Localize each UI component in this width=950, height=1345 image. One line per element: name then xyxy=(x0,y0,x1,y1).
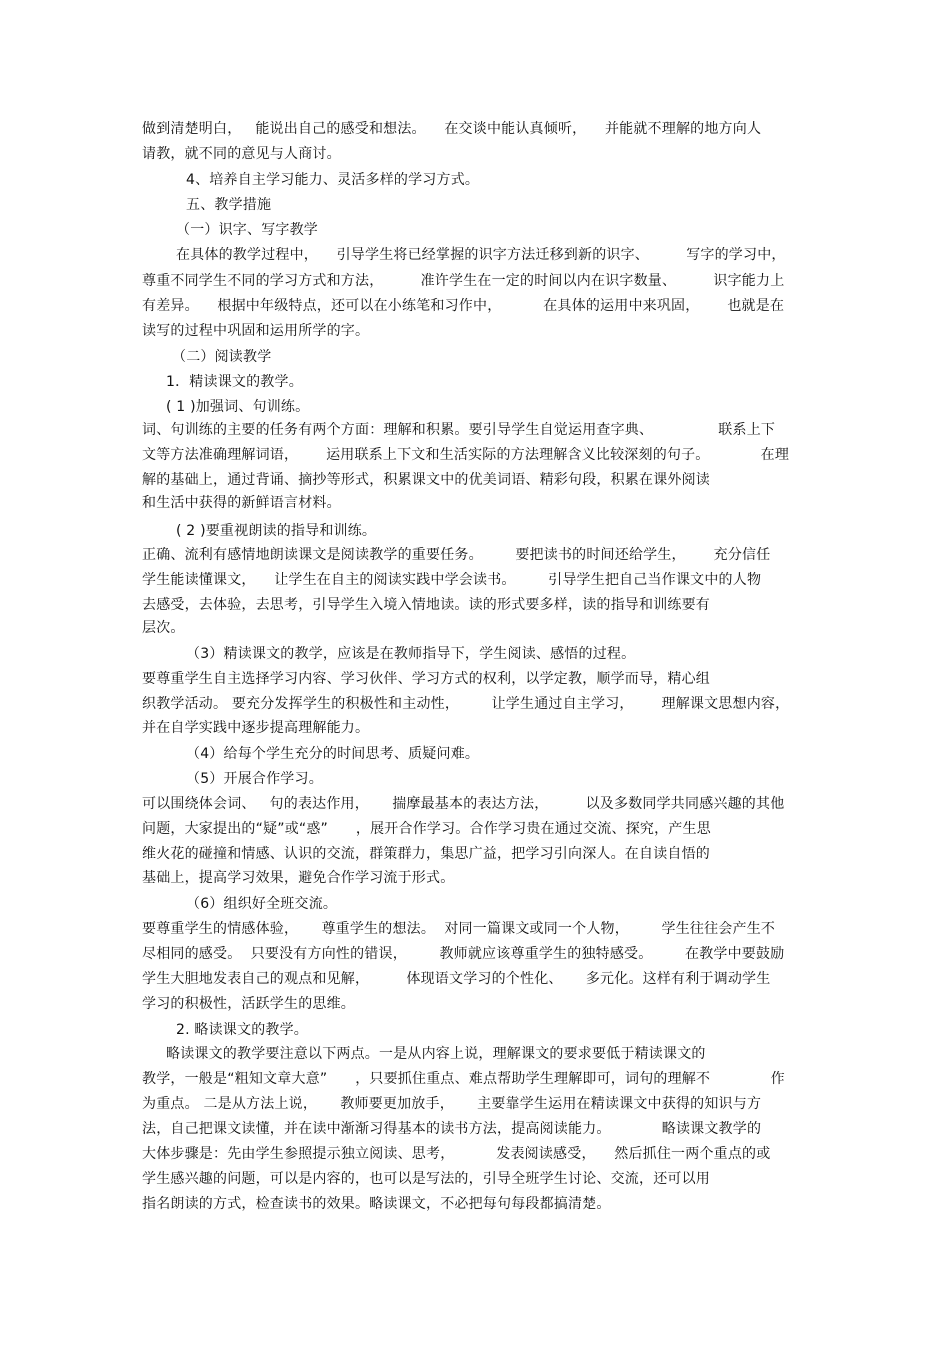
text-line: 维火花的碰撞和情感、认识的交流，群策群力，集思广益，把学习引向深人。在自读自悟的 xyxy=(142,846,710,862)
list-item-heading: （4）给每个学生充分的时间思考、质疑问难。 xyxy=(186,746,480,762)
text-line: 为重点。 二是从方法上说， 教师要更加放手， 主要靠学生运用在精读课文中获得的知识与方 xyxy=(142,1096,762,1112)
section-heading: 五、教学措施 xyxy=(186,197,272,213)
list-item-heading: 1．精读课文的教学。 xyxy=(166,374,303,390)
text-line: 学生能读懂课文， 让学生在自主的阅读实践中学会读书。 引导学生把自己当作课文中的人物 xyxy=(142,572,762,588)
text-line: 尊重不同学生不同的学习方式和方法， 准许学生在一定的时间以内在识字数量、 识字能力上 xyxy=(142,273,785,289)
text-line: 并在自学实践中逐步提高理解能力。 xyxy=(142,720,370,736)
text-line: 要尊重学生的情感体验， 尊重学生的想法。 对同一篇课文或同一个人物， 学生往往会产生不 xyxy=(142,921,776,937)
text-line: 学生感兴趣的问题，可以是内容的，也可以是写法的，引导全班学生讨论、交流，还可以用 xyxy=(142,1171,710,1187)
text-line: 词、句训练的主要的任务有两个方面：理解和积累。要引导学生自觉运用查字典、 联系上下 xyxy=(142,422,776,438)
text-line: 解的基础上，通过背诵、摘抄等形式，积累课文中的优美词语、精彩句段，积累在课外阅读 xyxy=(142,472,710,488)
text-line: 教学，一般是“粗知文章大意” ，只要抓住重点、难点帮助学生理解即可，词句的理解不 作 xyxy=(142,1071,785,1087)
text-line: 大体步骤是：先由学生参照提示独立阅读、思考， 发表阅读感受， 然后抓住一两个重点的或 xyxy=(142,1146,771,1162)
text-line: 可以围绕体会词、 句的表达作用， 揣摩最基本的表达方法， 以及多数同学共同感兴趣的其他 xyxy=(142,796,785,812)
text-line: 文等方法准确理解词语， 运用联系上下文和生活实际的方法理解含义比较深刻的句子。 在理 xyxy=(142,447,790,463)
text-line: 层次。 xyxy=(142,620,185,636)
list-item-heading: （5）开展合作学习。 xyxy=(186,771,323,787)
list-item-heading: ( 1 )加强词、句训练。 xyxy=(166,399,310,415)
list-item-heading: ( 2 )要重视朗读的指导和训练。 xyxy=(176,523,377,539)
text-line: 有差异。 根据中年级特点，还可以在小练笔和习作中， 在具体的运用中来巩固， 也就是在 xyxy=(142,298,785,314)
text-line: 在具体的教学过程中， 引导学生将已经掌握的识字方法迁移到新的识字、 写字的学习中， xyxy=(176,247,786,263)
text-line: 要尊重学生自主选择学习内容、学习伙伴、学习方式的权利，以学定教，顺学而导，精心组 xyxy=(142,671,710,687)
text-line: 指名朗读的方式，检查读书的效果。略读课文，不必把每句每段都搞清楚。 xyxy=(142,1196,611,1212)
text-line: 尽相同的感受。 只要没有方向性的错误， 教师就应该尊重学生的独特感受。 在教学中要鼓励 xyxy=(142,946,785,962)
text-line: 读写的过程中巩固和运用所学的字。 xyxy=(142,323,370,339)
list-item-heading: 4、培养自主学习能力、灵活多样的学习方式。 xyxy=(186,172,480,188)
text-line: 问题，大家提出的“疑”或“惑” ，展开合作学习。合作学习贵在通过交流、探究，产生思 xyxy=(142,821,711,837)
list-item-heading: （3）精读课文的教学，应该是在教师指导下，学生阅读、感悟的过程。 xyxy=(186,646,636,662)
text-line: 去感受，去体验，去思考，引导学生入境入情地读。读的形式要多样，读的指导和训练要有 xyxy=(142,597,710,613)
text-line: 学生大胆地发表自己的观点和见解， 体现语文学习的个性化、 多元化。这样有利于调动学生 xyxy=(142,971,771,987)
text-line: 略读课文的教学要注意以下两点。一是从内容上说，理解课文的要求要低于精读课文的 xyxy=(166,1046,706,1062)
subsection-heading: （二）阅读教学 xyxy=(172,349,272,365)
text-line: 和生活中获得的新鲜语言材料。 xyxy=(142,495,341,511)
list-item-heading: （6）组织好全班交流。 xyxy=(186,896,338,912)
subsection-heading: （一）识字、写字教学 xyxy=(176,222,318,238)
text-line: 法，自己把课文读懂，并在读中渐渐习得基本的读书方法，提高阅读能力。 略读课文教学的 xyxy=(142,1121,762,1137)
text-line: 学习的积极性，活跃学生的思维。 xyxy=(142,996,355,1012)
text-line: 正确、流利有感情地朗读课文是阅读教学的重要任务。 要把读书的时间还给学生， 充分信任 xyxy=(142,547,771,563)
list-item-heading: 2. 略读课文的教学。 xyxy=(176,1022,309,1038)
text-line: 请教，就不同的意见与人商讨。 xyxy=(142,146,341,162)
text-line: 织教学活动。 要充分发挥学生的积极性和主动性， 让学生通过自主学习， 理解课文思想内容， xyxy=(142,696,790,712)
text-line: 做到清楚明白， 能说出自己的感受和想法。 在交谈中能认真倾听， 并能就不理解的地方向人 xyxy=(142,121,762,137)
text-line: 基础上，提高学习效果，避免合作学习流于形式。 xyxy=(142,870,455,886)
